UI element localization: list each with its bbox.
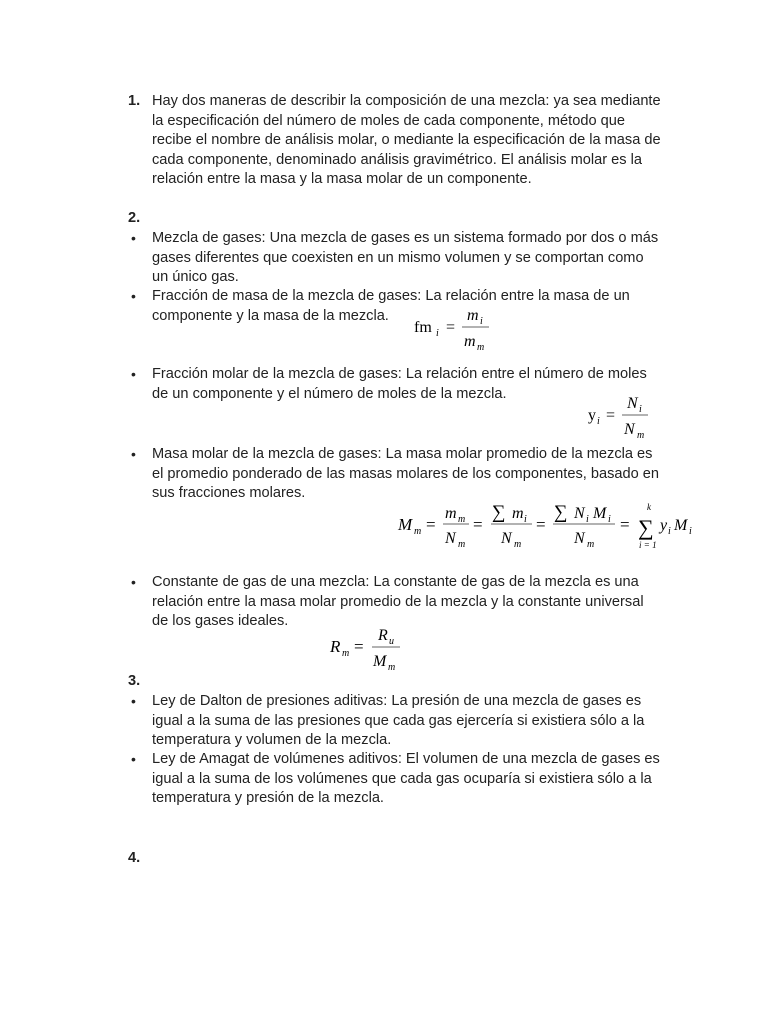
eq-M-f1-num: m [445,505,457,522]
eq-M-lhs: M [398,515,413,534]
eq-M-f3-num-a-sub: i [586,514,589,525]
eq-y-equals: = [606,407,616,424]
eq-y-lhs: y [588,407,596,424]
eq-M-equals-2: = [473,515,483,534]
eq-M-tail-b-sub: i [689,526,692,537]
eq-M-tail-a: y [660,517,668,534]
section-number-3: 3. [128,673,141,689]
eq-M-sum-sign: ∑ [638,515,654,540]
section-number-4: 4. [128,850,141,866]
eq-R-lhs: R [330,637,341,656]
eq-M-sum-bot: i = 1 [639,540,657,550]
eq-M-f1-num-sub: m [458,514,466,525]
eq-M-f3-num-b-sub: i [608,514,611,525]
eq-fm-den: m [464,333,476,350]
eq-M-f2-den-sub: m [514,539,522,550]
eq-R-den: M [373,653,387,670]
eq-M-lhs-sub: m [414,526,422,537]
eq-R-lhs-sub: m [342,648,350,659]
eq-fm-lhs: fm [414,319,432,336]
eq-M-f3-den-sub: m [587,539,595,550]
bullet-marker: • [131,366,136,382]
bullet-marker: • [131,288,136,304]
eq-y-den: N [624,421,635,438]
eq-M-f2-num: m [512,505,524,522]
eq-M-f2-num-sub: i [524,514,527,525]
eq-M-f3-num-a: N [574,505,585,522]
equation-mass-fraction [412,302,492,352]
bullet-marker: • [131,574,136,590]
eq-R-num: R [378,627,388,644]
eq-M-equals-4: = [620,515,630,534]
eq-fm-equals: = [446,319,456,336]
eq-M-equals-1: = [426,515,436,534]
bullet-constante-gas: Constante de gas de una mezcla: La constante de gas de la mezcla es una relación entre la masa molar promedio de la mezcla y la constante universal de los gases ideales. [152,574,644,630]
eq-R-num-sub: u [389,636,394,647]
eq-M-f3-num-b: M [593,505,607,522]
bullet-ley-dalton: Ley de Dalton de presiones aditivas: La presión de una mezcla de gases es igual a la suma de las presiones que cada gas ejercería si existiera sólo a la temperatura y volumen de la mezcla. [152,693,645,749]
eq-M-tail-a-sub: i [668,526,671,537]
eq-y-num-sub: i [639,404,642,415]
bullet-marker: • [131,446,136,462]
bullet-ley-amagat: Ley de Amagat de volúmenes aditivos: El volumen de una mezcla de gases es igual a la suma de los volúmenes que cada gas ocuparía si existiera sólo a la temperatura y presión de la mezcla. [152,751,660,807]
eq-y-den-sub: m [637,430,645,440]
bullet-marker: • [131,693,136,709]
section-number-1: 1. [128,93,141,109]
eq-M-f2-den: N [501,530,512,547]
bullet-fraccion-molar: Fracción molar de la mezcla de gases: La relación entre el número de moles de un componente y el número de moles de la mezcla. [152,366,647,402]
eq-M-f3-den: N [574,530,585,547]
bullet-mezcla-gases: Mezcla de gases: Una mezcla de gases es un sistema formado por dos o más gases diferentes que coexisten en un mismo volumen y se comportan como un único gas. [152,230,659,286]
equation-mole-fraction [584,390,659,440]
eq-M-sum-top: k [647,502,651,512]
paragraph-composition: Hay dos maneras de describir la composición de una mezcla: ya sea mediante la especificación del número de moles de cada componente, método que recibe el nombre de análisis molar, o mediante la especificación de la masa de cada componente, denominado análisis gravimétrico. El análisis molar es la relación entre la masa y la masa molar de un componente. [152,93,661,188]
eq-fm-num-sub: i [480,316,483,327]
eq-R-equals: = [354,637,364,656]
eq-y-lhs-sub: i [597,416,600,427]
eq-fm-lhs-sub: i [436,328,439,339]
eq-M-f1-den-sub: m [458,539,466,550]
eq-fm-num: m [467,307,479,324]
eq-M-f1-den: N [445,530,456,547]
equation-gas-constant [326,622,406,672]
eq-M-f3-sum: ∑ [554,502,568,523]
eq-R-den-sub: m [388,662,396,672]
eq-M-f2-sum: ∑ [492,502,506,523]
section-number-2: 2. [128,210,141,226]
bullet-marker: • [131,230,136,246]
eq-fm-den-sub: m [477,342,485,352]
bullet-masa-molar: Masa molar de la mezcla de gases: La masa molar promedio de la mezcla es el promedio ponderado de las masas molares de los componentes, basado en sus fracciones molares. [152,446,660,502]
eq-M-tail-b: M [674,517,688,534]
equation-molar-mass [396,498,698,552]
bullet-marker: • [131,751,136,767]
bullet-fraccion-masa: Fracción de masa de la mezcla de gases: La relación entre la masa de un componente y la masa de la mezcla. [152,288,630,324]
eq-y-num: N [627,395,638,412]
eq-M-equals-3: = [536,515,546,534]
